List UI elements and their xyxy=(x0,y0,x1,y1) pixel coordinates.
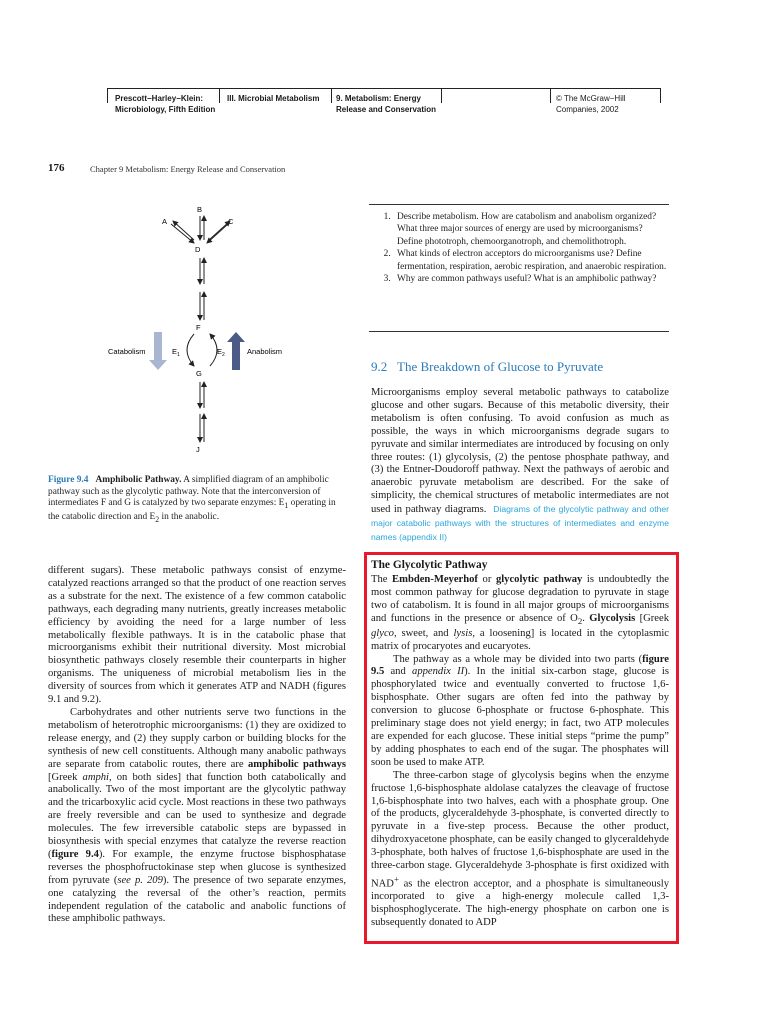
section-intro: Microorganisms employ several metabolic pathways to catabolize glucose and other sugars. Because of this metabolic diversity, their metabolism is often confusing. To avoid confusion as much as possible, the ways in which microorganisms degrade sugars to pyruvate and similar intermediates are introduced by focusing on only three routes: (1) glycolysis, (2) the pentose phosphate pathway, and (3) the Entner-Doudoroff pathway. Next the pathways of aerobic and anaerobic pyruvate metabolism are described. For the sake of simplicity, the chemical structures of metabolic intermediates are not used in pathway diagrams. Diagrams of the glycolytic pathway and other major catabolic pathways with the structures of intermediates and enzyme names (appendix II) xyxy=(371,387,670,542)
node-c: C xyxy=(228,217,234,226)
figure-title: Amphibolic Pathway. xyxy=(95,475,182,485)
paragraph: The three-carbon stage of glycolysis begins when the enzyme fructose 1,6-bisphosphate aldolase catalyzes the cleavage of fructose 1,6-bisphosphate into two halves, each with a phosphate group. One of the products, glyceraldehyde 3-phosphate, is converted directly to pyruvate in a five-step process. Because the other product, dihydroxyacetone phosphate, can be easily changed to glyceraldehyde 3-phosphate, both halves of fructose 1,6-bisphosphate are used in the three-carbon stage. Glyceraldehyde 3-phosphate is first oxidized with NAD+ as the electron acceptor, and a phosphate is simultaneously incorporated to give a high-energy molecule called 1,3-bisphosphoglycerate. The high-energy phosphate on carbon one is subsequently donated to ADP xyxy=(371,769,669,929)
paragraph: The pathway as a whole may be divided into two parts (figure 9.5 and appendix II). In the initial six-carbon stage, glucose is phosphorylated twice and eventually converted to fructose 1,6-bisphosphate. Other sugars are often fed into the pathway by conversion to glucose 6-phosphate or fructose 6-phosphate. This preliminary stage does not yield energy; in fact, two ATP molecules are expended for each glucose. These initial steps “prime the pump” by adding phosphates to each end of the sugar. The phosphates will soon be used to make ATP. xyxy=(371,653,669,768)
running-head: Chapter 9 Metabolism: Energy Release and Conservation xyxy=(90,164,286,174)
node-j: J xyxy=(196,445,200,454)
converging-arrows xyxy=(171,216,230,243)
header-divider xyxy=(107,89,108,103)
enzyme-e1-label: $E_1$ xyxy=(172,347,180,358)
anabolism-arrow-icon xyxy=(227,332,245,370)
figure-number: Figure 9.4 xyxy=(48,475,89,485)
paragraph: different sugars). These metabolic pathways consist of enzyme-catalyzed reactions arranged so that the product of one reaction serves as a substrate for the next. The existence of a few common catabolic pathways, each degrading many nutrients, greatly increases metabolic efficiency by avoiding the need for a large number of less metabolically flexible pathways. It is in the catabolic phase that microorganisms exhibit their nutritional diversity. Most microbial biosynthetic pathways closely resemble their counterparts in higher organisms. The uniqueness of microbial metabolism lies in the diversity of sources from which it generates ATP and NADH (figures 9.1 and 9.2). xyxy=(48,565,346,706)
question-item: 2. What kinds of electron acceptors do microorganisms use? Define fermentation, respiration, aerobic respiration, and anaerobic respiration. xyxy=(393,248,669,273)
page-number: 176 xyxy=(48,162,65,174)
left-column-text xyxy=(48,565,346,926)
subsection-heading: The Glycolytic Pathway xyxy=(371,559,488,571)
review-questions xyxy=(369,204,669,332)
header-divider xyxy=(550,89,551,103)
question-item: 1. Describe metabolism. How are catabolism and anabolism organized? What three major sources of energy are used by microorganisms? Define phototroph, chemoorganotroph, and chemolithotroph. xyxy=(393,211,669,248)
paragraph: The Embden-Meyerhof or glycolytic pathway is undoubtedly the most common pathway for glucose degradation to pyruvate in stage two of catabolism. It is found in all major groups of microorganisms and functions in the presence or absence of $O_2$. Glycolysis [Greek glyco, sweet, and lysis, a loosening] is located in the cytoplasmic matrix of procaryotes and eucaryotes. xyxy=(371,574,670,652)
catabolism-arrow-icon xyxy=(149,332,167,370)
appendix-link[interactable]: Diagrams of the glycolytic pathway and other major catabolic pathways with the structures of intermediates and enzyme names (appendix II) xyxy=(371,504,670,542)
header-divider xyxy=(660,89,661,103)
header-chapter: 9. Metabolism: Energy Release and Conservation xyxy=(336,94,437,114)
header-book: Prescott−Harley−Klein: Microbiology, Fifth Edition xyxy=(115,94,216,114)
section-title: 9.2 The Breakdown of Glucose to Pyruvate xyxy=(371,359,604,374)
figure-caption: Figure 9.4 Amphibolic Pathway. A simplified diagram of an amphibolic pathway such as the glycolytic pathway. Note that the interconversion of intermediates F and G is catalyzed by two separate enzymes: $E_1$ operating in the catabolic direction and $E_2$ in the anabolic. xyxy=(48,475,336,524)
node-b: B xyxy=(197,205,203,214)
header-divider xyxy=(331,89,332,103)
glycolytic-section xyxy=(371,559,669,930)
node-a: A xyxy=(162,217,168,226)
header-copyright: © The McGraw−Hill Companies, 2002 xyxy=(556,94,626,114)
amphibolic-pathway-diagram xyxy=(100,200,310,460)
header-part: III. Microbial Metabolism xyxy=(227,94,320,103)
node-f: F xyxy=(196,323,201,332)
header-table xyxy=(107,88,661,119)
anabolism-label: Anabolism xyxy=(247,347,283,356)
paragraph: Carbohydrates and other nutrients serve two functions in the metabolism of heterotrophic microorganisms: (1) they are oxidized to release energy, and (2) they supply carbon or building blocks for the synthesis of new cell constituents. Although many anabolic pathways are separate from catabolic routes, there are amphibolic pathways [Greek amphi, on both sides] that function both catabolically and anabolically. Two of the most important are the glycolytic pathway and the tricarboxylic acid cycle. Most reactions in these two pathways are freely reversible and can be used to synthesize and degrade molecules. The few irreversible catabolic steps are bypassed in biosynthesis with special enzymes that catalyze the reverse reaction (figure 9.4). For example, the enzyme fructose bisphosphatase reverses the phosphofructokinase step when glucose is synthesized from pyruvate (see p. 209). The presence of two separate enzymes, one catalyzing the reversal of the other’s reaction, permits independent regulation of the catabolic and anabolic functions of these amphibolic pathways. xyxy=(48,706,346,925)
question-item: 3. Why are common pathways useful? What is an amphibolic pathway? xyxy=(393,273,669,285)
reversible-arrows xyxy=(200,258,204,442)
header-divider xyxy=(219,89,220,103)
node-g: G xyxy=(196,369,202,378)
catabolism-label: Catabolism xyxy=(108,347,146,356)
enzyme-e2-label: $E_2$ xyxy=(217,347,225,358)
node-d: D xyxy=(195,245,201,254)
header-divider xyxy=(441,89,442,103)
enzyme-loop xyxy=(187,334,217,366)
